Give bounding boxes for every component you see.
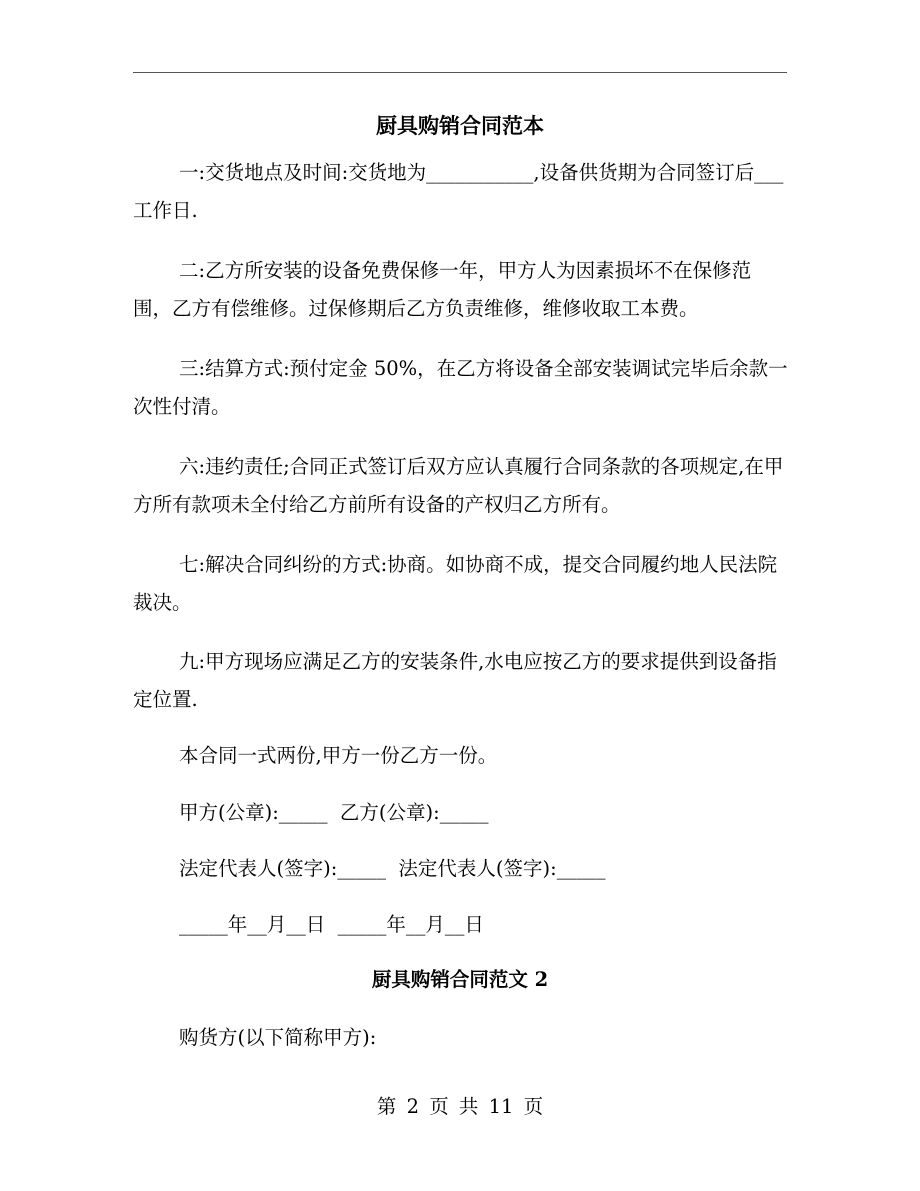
clause-2: 二:乙方所安装的设备免费保修一年，甲方人为因素损坏不在保修范围，乙方有偿维修。过保修期后乙方负责维修，维修收取工本费。	[133, 259, 752, 320]
header-rule	[133, 72, 787, 73]
clause-1: 一:交货地点及时间:交货地为___________,设备供货期为合同签订后___工作日.	[133, 161, 784, 222]
date-line: _____年__月__日 _____年__月__日	[179, 913, 484, 936]
section-subtitle: 厨具购销合同范文 2	[371, 968, 549, 991]
copies-note: 本合同一式两份,甲方一份乙方一份。	[179, 744, 498, 767]
page-number: 第 2 页 共 11 页	[376, 1095, 544, 1118]
clause-9: 九:甲方现场应满足乙方的安装条件,水电应按乙方的要求提供到设备指定位置.	[133, 650, 777, 711]
clause-6: 六:违约责任;合同正式签订后双方应认真履行合同条款的各项规定,在甲方所有款项未全付给乙方前所有设备的产权归乙方所有。	[133, 455, 784, 516]
seal-line: 甲方(公章):_____ 乙方(公章):_____	[179, 801, 489, 824]
clause-7: 七:解决合同纠纷的方式:协商。如协商不成，提交合同履约地人民法院裁决。	[133, 553, 778, 614]
document-title: 厨具购销合同范本	[376, 113, 544, 138]
clause-3: 三:结算方式:预付定金 50%，在乙方将设备全部安装调试完毕后余款一次性付清。	[133, 357, 788, 418]
representative-signature-line: 法定代表人(签字):_____ 法定代表人(签字):_____	[179, 857, 606, 880]
buyer-line: 购货方(以下简称甲方):	[179, 1026, 377, 1049]
